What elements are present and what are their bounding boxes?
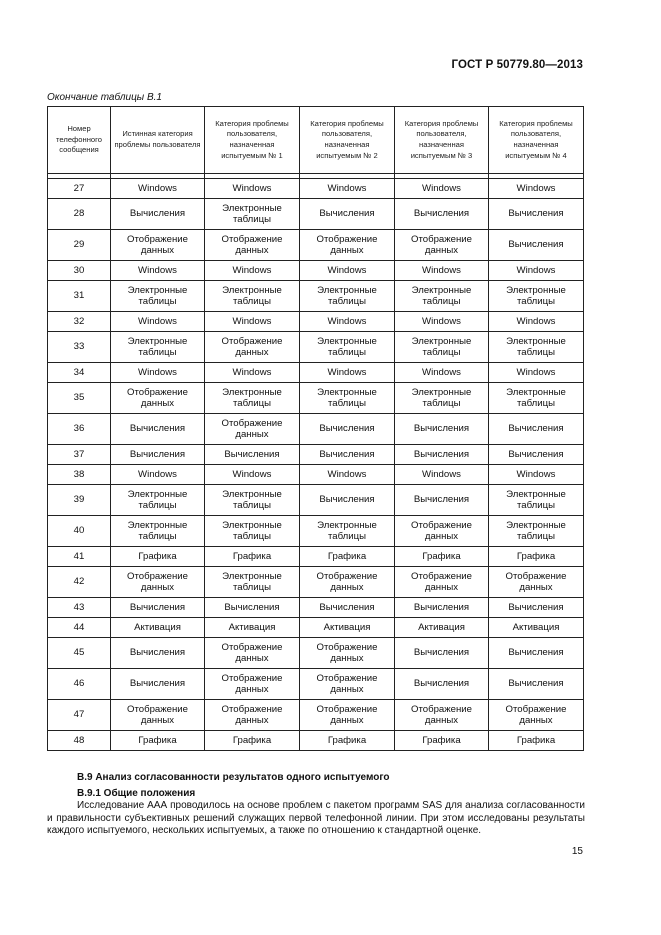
cell-category: Вычисления <box>395 445 489 465</box>
cell-category: Windows <box>489 465 584 485</box>
cell-message-number: 44 <box>48 618 111 638</box>
cell-message-number: 35 <box>48 383 111 414</box>
cell-category: Отображение данных <box>111 230 205 261</box>
table-row <box>48 281 584 312</box>
cell-category: Windows <box>111 312 205 332</box>
cell-category: Графика <box>489 547 584 567</box>
cell-category: Вычисления <box>395 485 489 516</box>
cell-category: Windows <box>395 261 489 281</box>
cell-message-number: 30 <box>48 261 111 281</box>
cell-category: Графика <box>395 731 489 751</box>
cell-category: Графика <box>300 547 395 567</box>
cell-category: Windows <box>205 312 300 332</box>
cell-category: Вычисления <box>205 598 300 618</box>
cell-category: Электронные таблицы <box>300 383 395 414</box>
cell-message-number: 34 <box>48 363 111 383</box>
cell-category: Windows <box>111 465 205 485</box>
cell-category: Вычисления <box>489 230 584 261</box>
table-row <box>48 414 584 445</box>
cell-category: Электронные таблицы <box>489 281 584 312</box>
cell-category: Электронные таблицы <box>300 332 395 363</box>
cell-category: Windows <box>111 179 205 199</box>
column-header-rater-3: Категория проблемы пользователя, назначенная испытуемым № 3 <box>395 107 489 174</box>
cell-category: Windows <box>395 312 489 332</box>
table-row <box>48 731 584 751</box>
column-header-message-number: Номер телефонного сообщения <box>48 107 111 174</box>
cell-category: Отображение данных <box>489 700 584 731</box>
cell-category: Windows <box>300 465 395 485</box>
table-row <box>48 669 584 700</box>
cell-category: Электронные таблицы <box>300 516 395 547</box>
cell-category: Вычисления <box>300 485 395 516</box>
cell-category: Windows <box>300 261 395 281</box>
cell-category: Электронные таблицы <box>205 383 300 414</box>
cell-message-number: 38 <box>48 465 111 485</box>
table-row <box>48 261 584 281</box>
cell-category: Вычисления <box>300 445 395 465</box>
table-row <box>48 383 584 414</box>
cell-category: Отображение данных <box>111 567 205 598</box>
cell-category: Вычисления <box>395 199 489 230</box>
cell-category: Windows <box>395 179 489 199</box>
table-row <box>48 465 584 485</box>
cell-category: Отображение данных <box>395 230 489 261</box>
cell-category: Активация <box>489 618 584 638</box>
cell-category: Windows <box>489 363 584 383</box>
cell-category: Вычисления <box>395 669 489 700</box>
cell-category: Отображение данных <box>300 638 395 669</box>
cell-category: Вычисления <box>111 669 205 700</box>
table-row <box>48 638 584 669</box>
cell-category: Электронные таблицы <box>489 332 584 363</box>
cell-message-number: 48 <box>48 731 111 751</box>
cell-category: Графика <box>395 547 489 567</box>
cell-category: Вычисления <box>111 199 205 230</box>
table-row <box>48 700 584 731</box>
cell-category: Отображение данных <box>395 700 489 731</box>
cell-message-number: 27 <box>48 179 111 199</box>
cell-message-number: 32 <box>48 312 111 332</box>
cell-category: Графика <box>111 547 205 567</box>
cell-message-number: 37 <box>48 445 111 465</box>
cell-category: Отображение данных <box>300 567 395 598</box>
cell-category: Отображение данных <box>300 230 395 261</box>
cell-message-number: 45 <box>48 638 111 669</box>
cell-category: Вычисления <box>300 598 395 618</box>
cell-category: Windows <box>489 312 584 332</box>
cell-category: Windows <box>205 363 300 383</box>
column-header-rater-2: Категория проблемы пользователя, назначенная испытуемым № 2 <box>300 107 395 174</box>
cell-category: Электронные таблицы <box>489 485 584 516</box>
cell-category: Графика <box>205 731 300 751</box>
cell-category: Вычисления <box>489 414 584 445</box>
cell-category: Вычисления <box>395 414 489 445</box>
cell-category: Вычисления <box>111 598 205 618</box>
cell-category: Windows <box>111 363 205 383</box>
cell-message-number: 31 <box>48 281 111 312</box>
cell-message-number: 46 <box>48 669 111 700</box>
cell-category: Электронные таблицы <box>300 281 395 312</box>
cell-category: Электронные таблицы <box>111 281 205 312</box>
cell-category: Отображение данных <box>205 332 300 363</box>
cell-category: Отображение данных <box>205 230 300 261</box>
cell-category: Отображение данных <box>205 638 300 669</box>
cell-category: Вычисления <box>489 445 584 465</box>
cell-category: Отображение данных <box>300 669 395 700</box>
table-row <box>48 312 584 332</box>
cell-category: Электронные таблицы <box>205 485 300 516</box>
table-row <box>48 618 584 638</box>
cell-category: Вычисления <box>395 638 489 669</box>
table-row <box>48 230 584 261</box>
cell-category: Электронные таблицы <box>111 485 205 516</box>
cell-category: Windows <box>395 465 489 485</box>
table-row <box>48 485 584 516</box>
cell-category: Вычисления <box>111 414 205 445</box>
cell-category: Электронные таблицы <box>395 383 489 414</box>
cell-category: Активация <box>205 618 300 638</box>
cell-category: Windows <box>300 363 395 383</box>
cell-category: Вычисления <box>489 669 584 700</box>
table-row <box>48 445 584 465</box>
cell-category: Windows <box>111 261 205 281</box>
table-row <box>48 567 584 598</box>
cell-category: Электронные таблицы <box>489 383 584 414</box>
cell-message-number: 36 <box>48 414 111 445</box>
cell-message-number: 43 <box>48 598 111 618</box>
cell-category: Вычисления <box>111 638 205 669</box>
cell-category: Windows <box>489 261 584 281</box>
cell-category: Электронные таблицы <box>205 516 300 547</box>
cell-message-number: 40 <box>48 516 111 547</box>
cell-category: Электронные таблицы <box>395 332 489 363</box>
cell-category: Вычисления <box>489 638 584 669</box>
cell-category: Отображение данных <box>395 516 489 547</box>
cell-message-number: 39 <box>48 485 111 516</box>
cell-category: Вычисления <box>205 445 300 465</box>
cell-category: Windows <box>395 363 489 383</box>
cell-category: Графика <box>300 731 395 751</box>
cell-category: Графика <box>205 547 300 567</box>
table-row <box>48 199 584 230</box>
cell-message-number: 42 <box>48 567 111 598</box>
table-row <box>48 363 584 383</box>
table-row <box>48 179 584 199</box>
table-caption: Окончание таблицы В.1 <box>47 92 162 103</box>
cell-category: Отображение данных <box>489 567 584 598</box>
cell-category: Отображение данных <box>205 669 300 700</box>
cell-category: Отображение данных <box>111 700 205 731</box>
table-row <box>48 516 584 547</box>
cell-category: Windows <box>205 465 300 485</box>
cell-category: Электронные таблицы <box>205 199 300 230</box>
cell-message-number: 41 <box>48 547 111 567</box>
cell-category: Вычисления <box>300 414 395 445</box>
table-header-row <box>48 107 584 174</box>
cell-category: Отображение данных <box>111 383 205 414</box>
cell-category: Электронные таблицы <box>111 332 205 363</box>
column-header-rater-4: Категория проблемы пользователя, назначенная испытуемым № 4 <box>489 107 584 174</box>
categories-table <box>47 106 584 751</box>
column-header-true-category: Истинная категория проблемы пользователя <box>111 107 205 174</box>
table-row <box>48 547 584 567</box>
cell-category: Windows <box>300 312 395 332</box>
cell-category: Графика <box>111 731 205 751</box>
cell-category: Отображение данных <box>205 700 300 731</box>
cell-category: Отображение данных <box>300 700 395 731</box>
cell-category: Windows <box>205 261 300 281</box>
cell-category: Вычисления <box>300 199 395 230</box>
cell-message-number: 29 <box>48 230 111 261</box>
cell-category: Вычисления <box>395 598 489 618</box>
cell-category: Отображение данных <box>395 567 489 598</box>
cell-category: Электронные таблицы <box>111 516 205 547</box>
table-row <box>48 332 584 363</box>
table-row <box>48 598 584 618</box>
column-header-rater-1: Категория проблемы пользователя, назначенная испытуемым № 1 <box>205 107 300 174</box>
cell-category: Графика <box>489 731 584 751</box>
cell-category: Вычисления <box>489 199 584 230</box>
cell-category: Отображение данных <box>205 414 300 445</box>
cell-category: Windows <box>205 179 300 199</box>
body-paragraph: Исследование ААА проводилось на основе проблем с пакетом программ SAS для анализа согласованности и правильности субъективных решений служащих первой телефонной линии. При этом исследованы результаты каждого испытуемого, нескольких испытуемых, а также по отношению к стандартной оценке. <box>47 800 585 837</box>
cell-message-number: 33 <box>48 332 111 363</box>
table-body <box>48 179 584 751</box>
cell-category: Электронные таблицы <box>489 516 584 547</box>
page-number: 15 <box>571 846 583 857</box>
cell-category: Активация <box>300 618 395 638</box>
cell-category: Вычисления <box>489 598 584 618</box>
cell-category: Активация <box>395 618 489 638</box>
cell-category: Электронные таблицы <box>205 567 300 598</box>
cell-category: Windows <box>489 179 584 199</box>
cell-message-number: 28 <box>48 199 111 230</box>
cell-category: Вычисления <box>111 445 205 465</box>
cell-category: Windows <box>300 179 395 199</box>
subsection-title: В.9.1 Общие положения <box>77 788 196 799</box>
cell-message-number: 47 <box>48 700 111 731</box>
cell-category: Электронные таблицы <box>205 281 300 312</box>
cell-category: Активация <box>111 618 205 638</box>
document-header: ГОСТ Р 50779.80—2013 <box>451 59 583 71</box>
cell-category: Электронные таблицы <box>395 281 489 312</box>
section-title: В.9 Анализ согласованности результатов одного испытуемого <box>77 772 390 783</box>
